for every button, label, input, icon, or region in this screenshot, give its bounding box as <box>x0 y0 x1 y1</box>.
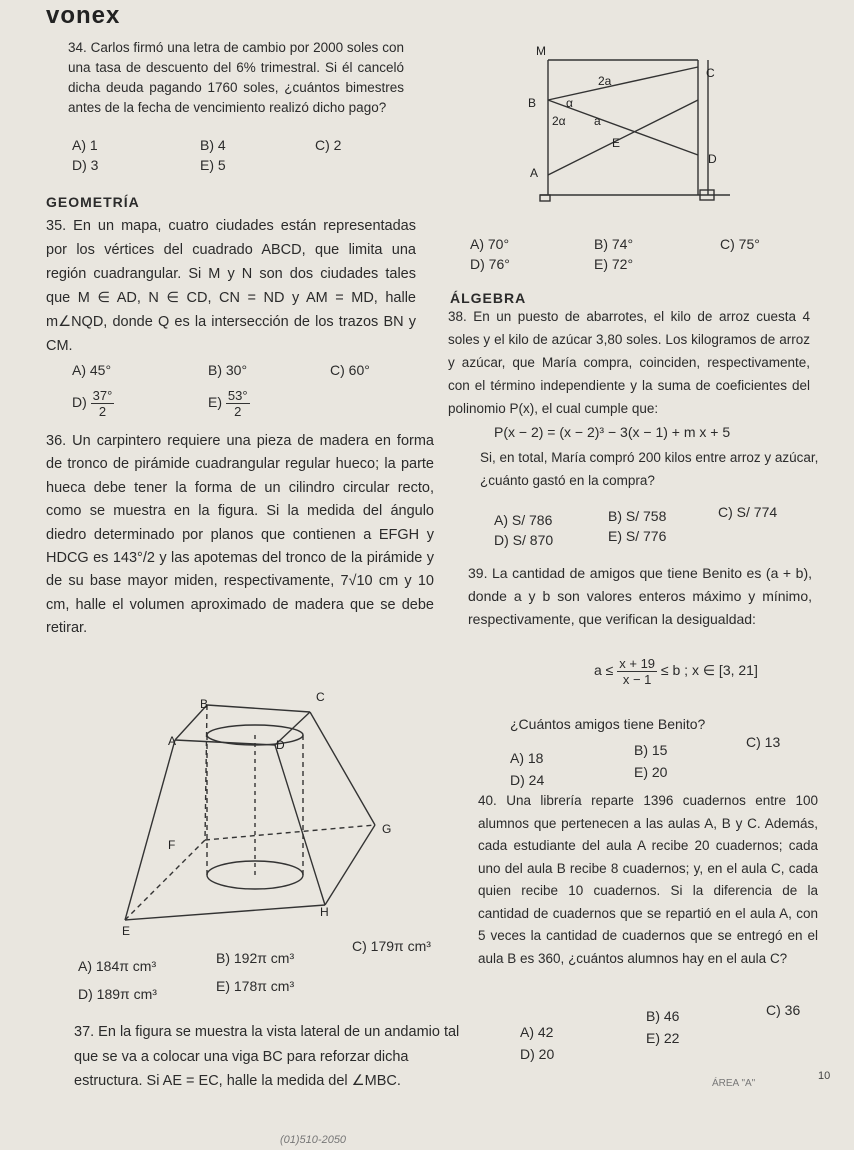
q37-option-c: C) 75° <box>720 236 760 252</box>
q38-option-e: E) S/ 776 <box>608 528 667 544</box>
fig36-label-d: D <box>276 738 285 752</box>
question-36-text: 36. Un carpintero requiere una pieza de madera en forma de tronco de pirámide cuadrangular regular hueco; la parte hueca debe tener la forma de un cilindro circular recto, como se muestra en la figura. Si la medida del ángulo diedro determinado por planos que contienen a EFGH y HDCG es 143°/2 y las apotemas del tronco de la pirámide y de su base mayor miden, respectivamente, 7√10 cm y 10 cm, halle el volumen aproximado de madera que se debe retirar. <box>46 433 434 637</box>
q34-option-b: B) 4 <box>200 137 226 153</box>
fig37-label-d: D <box>708 152 717 166</box>
q35-e-den: 2 <box>234 404 242 419</box>
geometry-heading: GEOMETRÍA <box>46 194 140 210</box>
question-40-text: 40. Una librería reparte 1396 cuadernos entre 100 alumnos que pertenecen a las aulas A, B y C. Además, cada estudiante del aula A recibe 20 cuadernos; cada uno del aula B recibe 8 cuadernos; y, en el aula C, cada quien recibe 10 cuadernos. Si la diferencia de la cantidad de cuadernos que se repartió en el aula A, con 5 veces la cantidad de cuadernos que se entregó en el aula B es 360, ¿cuántos alumnos hay en el aula C? <box>478 793 818 966</box>
question-39-text: 39. La cantidad de amigos que tiene Benito es (a + b), donde a y b son valores enteros máximo y mínimo, respectivamente, que verifican la desigualdad: <box>468 565 812 627</box>
q38-equation: P(x − 2) = (x − 2)³ − 3(x − 1) + m x + 5 <box>494 424 731 440</box>
fig37-label-e: E <box>612 136 621 150</box>
q34-option-e: E) 5 <box>200 157 226 173</box>
q36-option-d: D) 189π cm³ <box>78 986 157 1002</box>
fig37-label-b: B <box>528 96 537 110</box>
fig37-label-a-small: a <box>594 114 601 128</box>
q36-option-c: C) 179π cm³ <box>352 938 431 954</box>
q36-option-b: B) 192π cm³ <box>216 950 295 966</box>
fig37-label-2alpha: 2α <box>552 114 566 128</box>
fig37-label-c: C <box>706 66 715 80</box>
q39-option-d: D) 24 <box>510 772 545 788</box>
q40-option-a: A) 42 <box>520 1024 554 1040</box>
fig36-label-b: B <box>200 697 209 711</box>
q39-inequality <box>594 656 758 687</box>
q39-option-a: A) 18 <box>510 750 544 766</box>
algebra-heading: ÁLGEBRA <box>450 290 527 306</box>
footer-phone: (01)510-2050 <box>280 1134 347 1146</box>
q36-option-a: A) 184π cm³ <box>78 958 157 974</box>
q39-ineq-left: a ≤ <box>594 662 614 679</box>
q38-option-a: A) S/ 786 <box>494 512 553 528</box>
q36-option-e: E) 178π cm³ <box>216 978 295 994</box>
fig37-label-a: A <box>530 166 539 180</box>
q35-option-c: C) 60° <box>330 362 370 378</box>
fig36-label-c: C <box>316 690 325 704</box>
q38-option-d: D) S/ 870 <box>494 532 554 548</box>
q38-option-b: B) S/ 758 <box>608 508 667 524</box>
q37-option-b: B) 74° <box>594 236 634 252</box>
q35-option-d <box>72 388 114 419</box>
question-38-text: 38. En un puesto de abarrotes, el kilo de arroz cuesta 4 soles y el kilo de azúcar 3,80 soles. Los kilogramos de arroz y azúcar, que María compra, coinciden, respectivamente, con el término independiente y la suma de coeficientes del polinomio P(x), el cual cumple que: <box>448 309 810 416</box>
q37-option-d: D) 76° <box>470 256 510 272</box>
question-37-text: 37. En la figura se muestra la vista lateral de un andamio tal que se va a colocar una viga BC para reforzar dicha estructura. Si AE = EC, halle la medida del ∠MBC. <box>74 1024 460 1089</box>
q35-option-e-fraction <box>226 388 250 419</box>
q40-option-e: E) 22 <box>646 1030 680 1046</box>
fig36-label-h: H <box>320 905 329 919</box>
fig37-label-m: M <box>536 44 546 58</box>
q39-option-c: C) 13 <box>746 734 781 750</box>
fig36-label-a: A <box>168 734 177 748</box>
q38-option-c: C) S/ 774 <box>718 504 778 520</box>
q39-ineq-num: x + 19 <box>619 656 656 671</box>
q35-option-a: A) 45° <box>72 362 112 378</box>
q37-option-e: E) 72° <box>594 256 634 272</box>
q35-option-d-fraction <box>91 388 115 419</box>
q35-option-e-prefix: E) <box>208 394 222 411</box>
q40-option-b: B) 46 <box>646 1008 680 1024</box>
q34-option-d: D) 3 <box>72 157 99 173</box>
question-38-text-2: Si, en total, María compró 200 kilos entre arroz y azúcar, ¿cuánto gastó en la compra? <box>480 450 819 488</box>
question-35-text: 35. En un mapa, cuatro ciudades están representadas por los vértices del cuadrado ABCD, que limita una región cuadrangular. Si M y N son dos ciudades tales que M ∈ AD, N ∈ CD, CN = ND y AM = MD, halle m∠NQD, donde Q es la intersección de los trazos BN y CM. <box>46 218 416 354</box>
frustum-figure <box>110 700 410 940</box>
q39-option-b: B) 15 <box>634 742 668 758</box>
q34-option-c: C) 2 <box>315 137 342 153</box>
fig36-label-f: F <box>168 838 176 852</box>
q35-option-b: B) 30° <box>208 362 248 378</box>
question-34-text: 34. Carlos firmó una letra de cambio por 2000 soles con una tasa de descuento del 6% trimestral. Si él canceló dicha deuda pagando 1760 soles, ¿cuántos bimestres antes de la fecha de vencimiento realizó dicho pago? <box>68 40 404 115</box>
fig37-label-2a: 2a <box>598 74 612 88</box>
fig36-label-e: E <box>122 924 131 938</box>
fig37-label-alpha: α <box>566 96 573 110</box>
q39-ineq-den: x − 1 <box>622 672 652 687</box>
q35-option-e <box>208 388 250 419</box>
q40-option-c: C) 36 <box>766 1002 801 1018</box>
footer-area: ÁREA "A" <box>712 1078 756 1089</box>
q37-option-a: A) 70° <box>470 236 510 252</box>
q40-option-d: D) 20 <box>520 1046 555 1062</box>
q39-ineq-fraction <box>617 656 657 687</box>
q35-d-num: 37° <box>92 388 113 403</box>
q39-option-e: E) 20 <box>634 764 668 780</box>
q39-ineq-right: ≤ b ; x ∈ [3, 21] <box>660 662 758 679</box>
q35-d-den: 2 <box>98 404 107 419</box>
footer-page-number: 10 <box>818 1070 831 1082</box>
q35-option-d-prefix: D) <box>72 394 87 411</box>
q35-e-num: 53° <box>227 388 248 403</box>
q39-question: ¿Cuántos amigos tiene Benito? <box>510 716 706 732</box>
vonex-logo: vonex <box>46 2 121 29</box>
q34-option-a: A) 1 <box>72 137 98 153</box>
fig36-label-g: G <box>382 822 392 836</box>
